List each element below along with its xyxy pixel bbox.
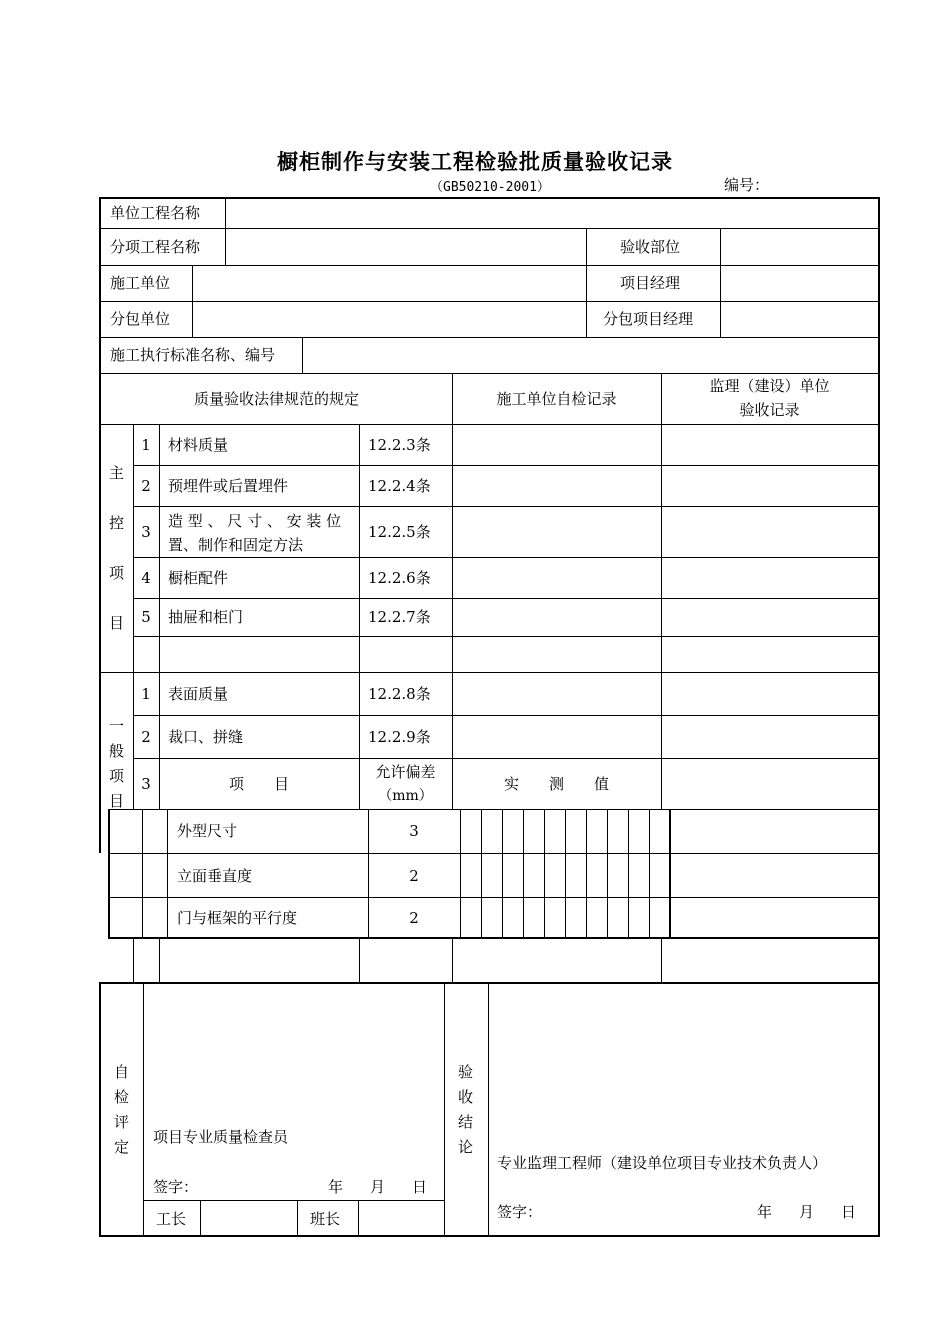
main-group-label-2: 控	[109, 514, 125, 532]
tolerance-item: 门与框架的平行度	[177, 909, 298, 927]
standard-code: （GB50210-2001）	[430, 180, 550, 195]
main-row-item-line1: 造 型 、 尺 寸 、 安 装 位	[168, 512, 342, 530]
general-row-item: 表面质量	[168, 685, 229, 703]
supervision-header-line1: 监理（建设）单位	[709, 377, 830, 395]
main-row-clause: 12.2.4条	[368, 477, 431, 495]
self-eval-label-2: 检	[114, 1088, 130, 1106]
main-row-item: 抽屉和柜门	[168, 608, 244, 626]
sub-project-label: 分项工程名称	[110, 238, 201, 256]
main-row-clause: 12.2.6条	[368, 569, 431, 587]
month-label-2: 月	[799, 1203, 815, 1221]
main-row-item: 预埋件或后置埋件	[168, 477, 289, 495]
conclusion-label-3: 结	[458, 1113, 474, 1131]
project-manager-label: 项目经理	[620, 274, 681, 292]
main-row-no: 2	[141, 477, 151, 495]
main-group-label-4: 目	[109, 614, 125, 632]
main-row-clause: 12.2.5条	[368, 523, 431, 541]
month-label: 月	[370, 1178, 386, 1196]
conclusion-label-4: 论	[458, 1138, 474, 1156]
main-group-label-3: 项	[109, 564, 125, 582]
conclusion-label-2: 收	[458, 1088, 474, 1106]
main-row-no: 5	[141, 608, 151, 626]
general-row-item: 裁口、拼缝	[168, 728, 244, 746]
main-row-clause: 12.2.7条	[368, 608, 431, 626]
general-group-label-1: 一	[109, 717, 125, 735]
day-label-2: 日	[841, 1203, 857, 1221]
general-row-clause: 12.2.8条	[368, 685, 431, 703]
day-label: 日	[412, 1178, 428, 1196]
tolerance-header-line1: 允许偏差	[375, 763, 436, 781]
supervisor-label: 专业监理工程师（建设单位项目专业技术负责人）	[497, 1154, 828, 1172]
general-row-clause: 12.2.9条	[368, 728, 431, 746]
main-row-item: 材料质量	[168, 436, 229, 454]
general-group-label-4: 目	[109, 792, 125, 810]
tolerance-value: 3	[409, 822, 419, 840]
year-label: 年	[328, 1178, 344, 1196]
sign-label-2: 签字：	[497, 1203, 543, 1221]
general-row-no: 2	[141, 728, 151, 746]
self-check-header: 施工单位自检记录	[496, 390, 617, 408]
main-group-label-1: 主	[109, 464, 125, 482]
spec-header: 质量验收法律规范的规定	[193, 390, 359, 408]
tolerance-item: 外型尺寸	[177, 822, 238, 840]
page-title: 橱柜制作与安装工程检验批质量验收记录	[277, 150, 673, 174]
foreman-label: 工长	[156, 1210, 187, 1228]
year-label-2: 年	[757, 1203, 773, 1221]
self-eval-label-1: 自	[114, 1063, 130, 1081]
main-row-clause: 12.2.3条	[368, 436, 431, 454]
conclusion-label-1: 验	[458, 1063, 474, 1081]
main-row-item-line2: 置、制作和固定方法	[168, 536, 304, 554]
acceptance-part-label: 验收部位	[620, 238, 681, 256]
measured-header: 实 测 值	[503, 775, 609, 793]
construction-unit-label: 施工单位	[110, 274, 171, 292]
tolerance-item: 立面垂直度	[177, 867, 253, 885]
exec-standard-label: 施工执行标准名称、编号	[110, 346, 276, 364]
main-row-no: 4	[141, 569, 151, 587]
self-eval-label-4: 定	[114, 1138, 130, 1156]
general-row-no: 3	[141, 775, 151, 793]
general-group-label-2: 般	[109, 742, 125, 760]
main-row-no: 1	[141, 436, 151, 454]
self-eval-label-3: 评	[114, 1113, 130, 1131]
tolerance-value: 2	[409, 867, 419, 885]
inspector-label: 项目专业质量检查员	[153, 1128, 289, 1146]
team-leader-label: 班长	[310, 1210, 341, 1228]
subcontract-unit-label: 分包单位	[110, 310, 171, 328]
supervision-header-line2: 验收记录	[739, 401, 800, 419]
tolerance-value: 2	[409, 909, 419, 927]
sign-label: 签字：	[153, 1178, 199, 1196]
main-row-no: 3	[141, 523, 151, 541]
unit-project-label: 单位工程名称	[110, 204, 201, 222]
item-column-header: 项 目	[228, 775, 289, 793]
subcontract-manager-label: 分包项目经理	[603, 310, 694, 328]
tolerance-header-line2: （mm）	[378, 788, 433, 804]
main-row-item: 橱柜配件	[168, 569, 229, 587]
serial-number-label: 编号：	[724, 176, 770, 194]
general-group-label-3: 项	[109, 767, 125, 785]
general-row-no: 1	[141, 685, 151, 703]
